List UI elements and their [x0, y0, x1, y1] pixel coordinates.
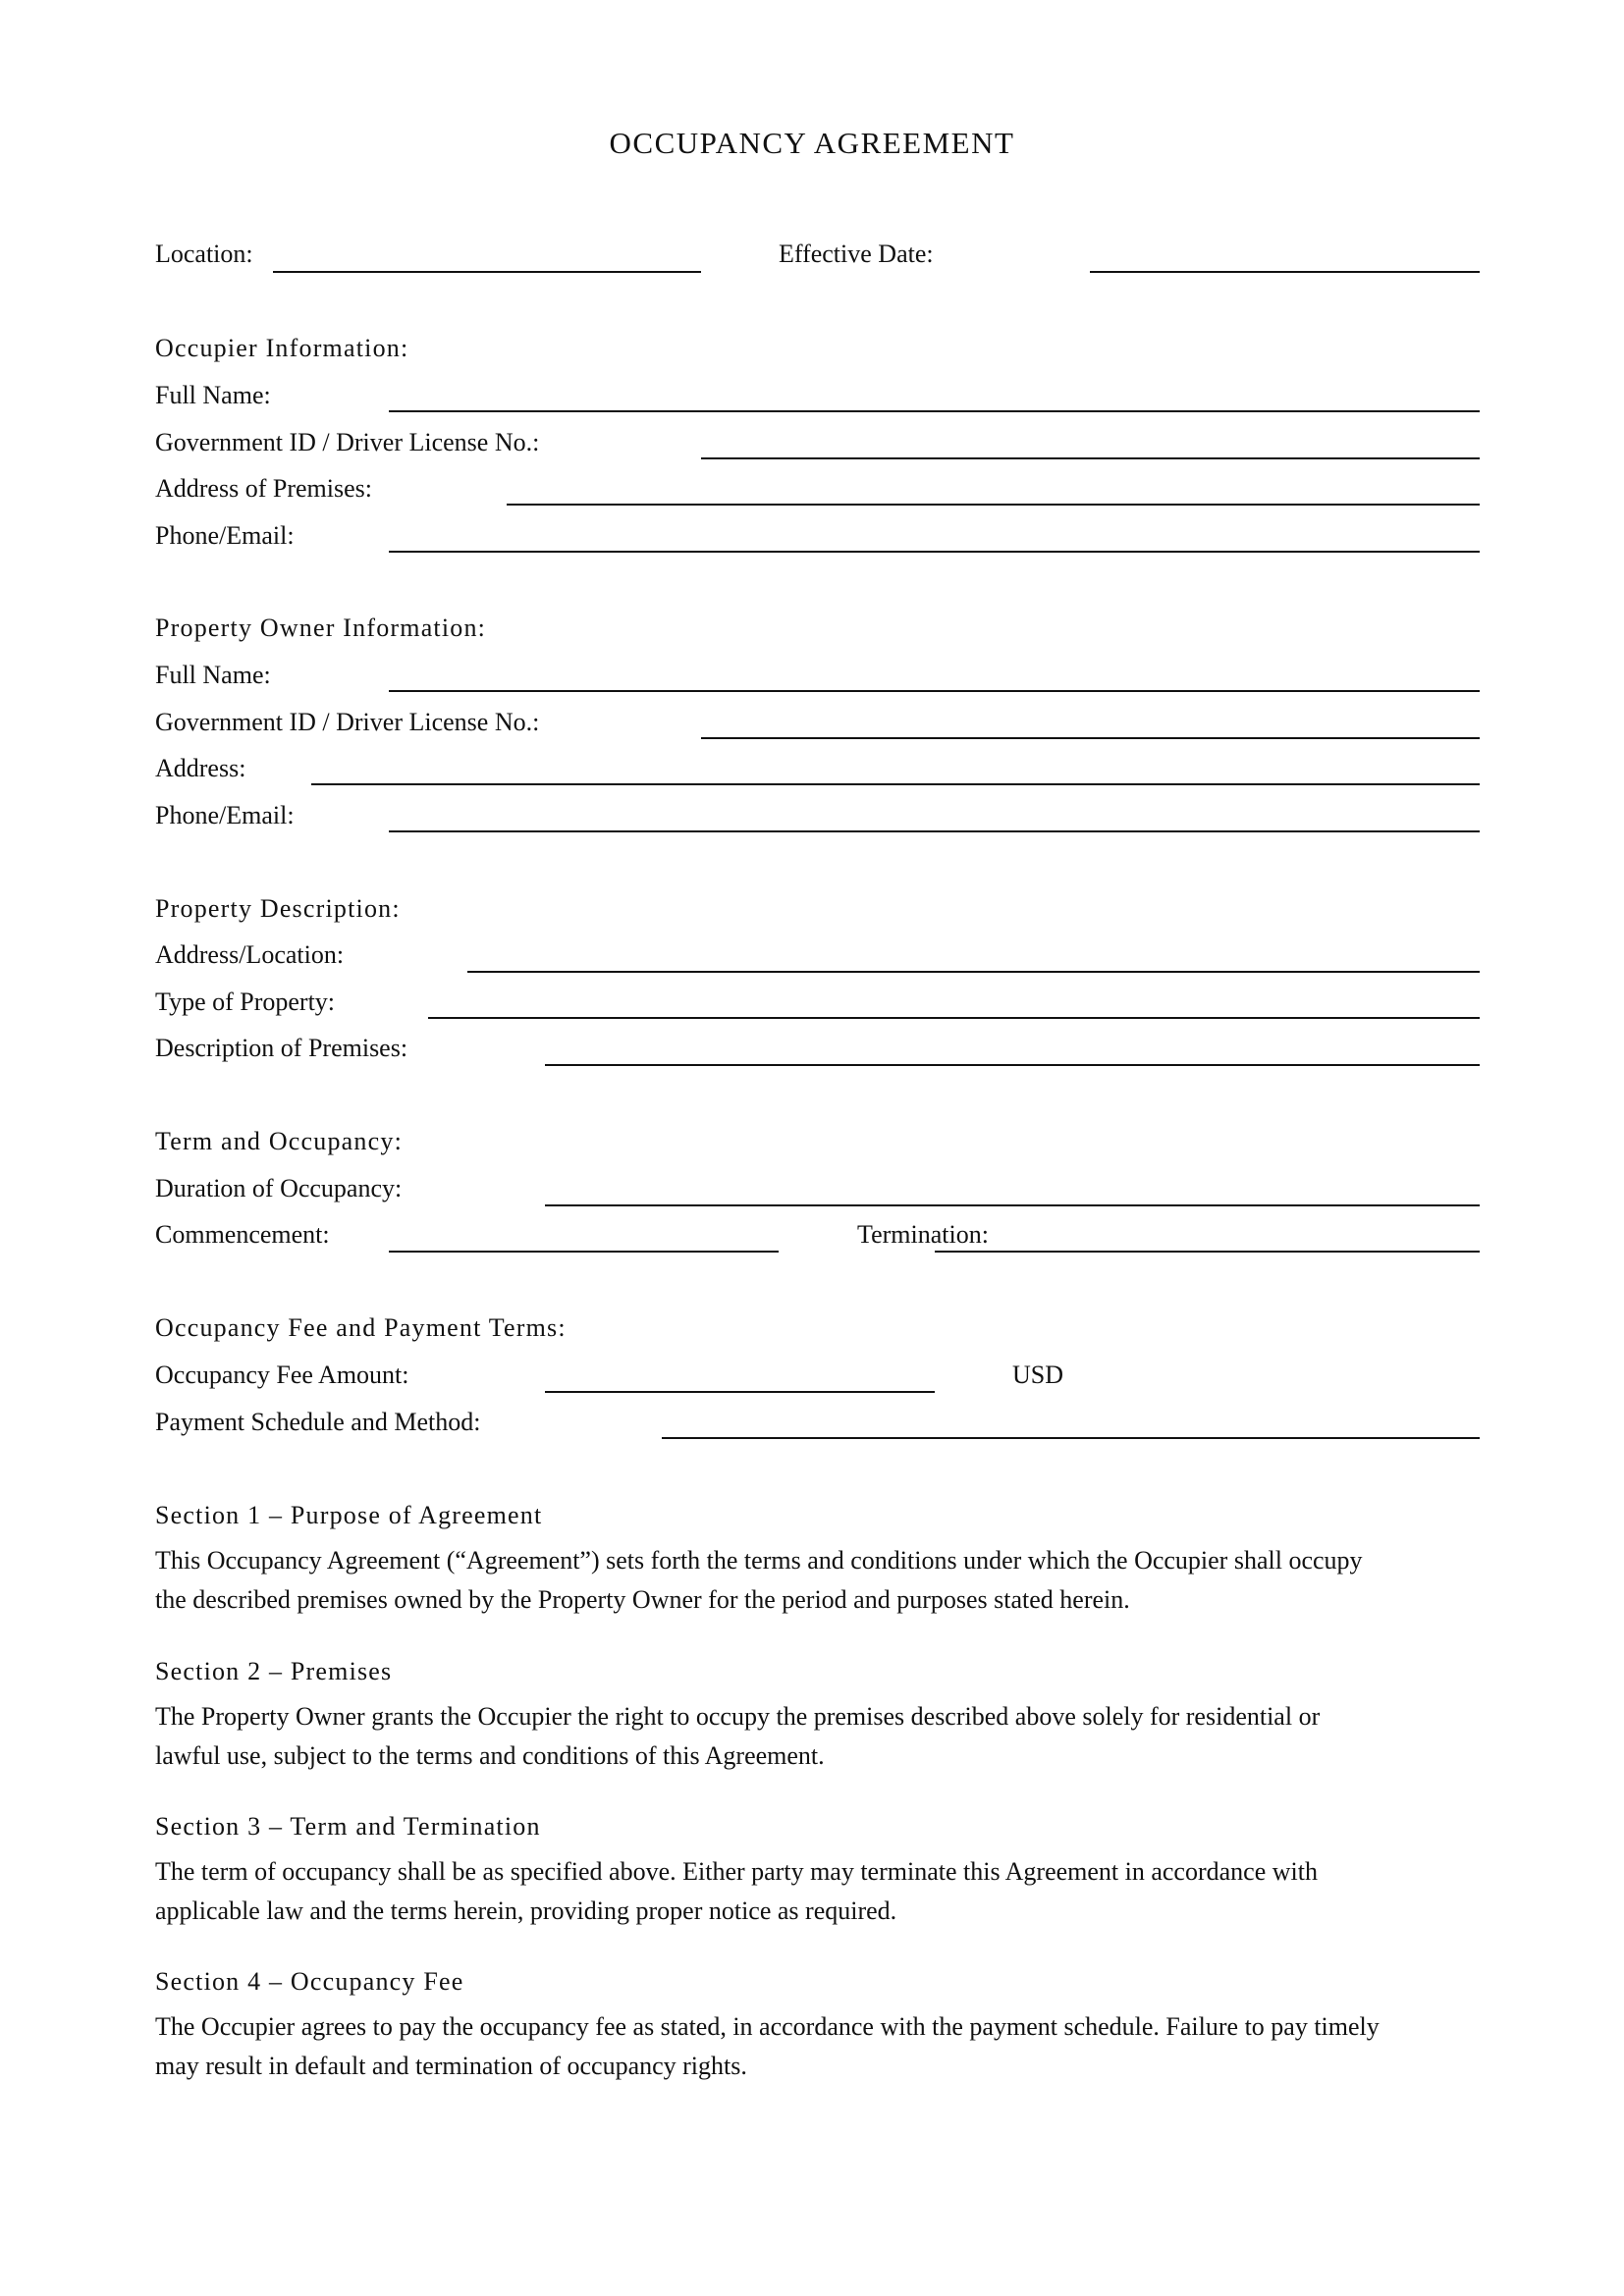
property-type-label: Type of Property: — [155, 988, 336, 1016]
owner-heading: Property Owner Information: — [155, 614, 487, 642]
occupier-phone-field[interactable] — [389, 551, 1480, 553]
section-3-heading: Section 3 – Term and Termination — [155, 1812, 541, 1841]
location-label: Location: — [155, 240, 253, 268]
fee-heading: Occupancy Fee and Payment Terms: — [155, 1313, 567, 1342]
owner-phone-label: Phone/Email: — [155, 801, 295, 829]
duration-label: Duration of Occupancy: — [155, 1174, 403, 1202]
effective-date-label: Effective Date: — [779, 240, 934, 268]
section-4-line-1: The Occupier agrees to pay the occupancy fee as stated, in accordance with the payment schedule. Failure to pay timely — [155, 2012, 1380, 2041]
owner-address-label: Address: — [155, 754, 246, 782]
section-2-body — [155, 1697, 1490, 1776]
occupier-heading: Occupier Information: — [155, 334, 409, 362]
occupier-phone-label: Phone/Email: — [155, 521, 295, 550]
document-title: OCCUPANCY AGREEMENT — [609, 126, 1015, 160]
owner-address-field[interactable] — [311, 783, 1480, 785]
termination-label: Termination: — [857, 1220, 989, 1249]
section-2-line-2: lawful use, subject to the terms and conditions of this Agreement. — [155, 1741, 825, 1770]
property-type-field[interactable] — [428, 1017, 1480, 1019]
section-3-line-2: applicable law and the terms herein, providing proper notice as required. — [155, 1896, 897, 1925]
occupier-address-field[interactable] — [507, 504, 1480, 506]
owner-full-name-field[interactable] — [389, 690, 1480, 692]
commencement-field[interactable] — [389, 1251, 779, 1253]
commencement-label: Commencement: — [155, 1220, 330, 1249]
payment-schedule-field[interactable] — [662, 1437, 1480, 1439]
section-3-body — [155, 1852, 1490, 1931]
term-heading: Term and Occupancy: — [155, 1127, 403, 1155]
property-description-label: Description of Premises: — [155, 1034, 408, 1062]
section-1-body — [155, 1541, 1490, 1620]
occupier-full-name-label: Full Name: — [155, 381, 271, 409]
fee-currency: USD — [1012, 1361, 1064, 1389]
section-4-line-2: may result in default and termination of occupancy rights. — [155, 2052, 747, 2080]
property-address-field[interactable] — [467, 971, 1480, 973]
section-4-body — [155, 2007, 1490, 2086]
fee-amount-field[interactable] — [545, 1391, 935, 1393]
section-3-line-1: The term of occupancy shall be as specified above. Either party may terminate this Agreement in accordance with — [155, 1857, 1318, 1886]
occupier-gov-id-label: Government ID / Driver License No.: — [155, 428, 540, 456]
fee-amount-label: Occupancy Fee Amount: — [155, 1361, 409, 1389]
owner-gov-id-field[interactable] — [701, 737, 1480, 739]
section-2-line-1: The Property Owner grants the Occupier the right to occupy the premises described above solely for residential or — [155, 1702, 1321, 1731]
property-description-field[interactable] — [545, 1064, 1480, 1066]
location-field[interactable] — [273, 271, 701, 273]
owner-full-name-label: Full Name: — [155, 661, 271, 689]
occupier-full-name-field[interactable] — [389, 410, 1480, 412]
effective-date-field[interactable] — [1090, 271, 1480, 273]
duration-field[interactable] — [545, 1204, 1480, 1206]
section-1-line-1: This Occupancy Agreement (“Agreement”) sets forth the terms and conditions under which the Occupier shall occupy — [155, 1546, 1363, 1575]
occupier-address-label: Address of Premises: — [155, 474, 372, 503]
occupier-gov-id-field[interactable] — [701, 457, 1480, 459]
section-2-heading: Section 2 – Premises — [155, 1657, 393, 1685]
payment-schedule-label: Payment Schedule and Method: — [155, 1408, 481, 1436]
property-heading: Property Description: — [155, 894, 401, 923]
property-address-label: Address/Location: — [155, 940, 345, 969]
section-1-line-2: the described premises owned by the Property Owner for the period and purposes stated herein. — [155, 1585, 1130, 1614]
section-4-heading: Section 4 – Occupancy Fee — [155, 1967, 464, 1996]
owner-gov-id-label: Government ID / Driver License No.: — [155, 708, 540, 736]
section-1-heading: Section 1 – Purpose of Agreement — [155, 1501, 543, 1529]
termination-field[interactable] — [935, 1251, 1480, 1253]
owner-phone-field[interactable] — [389, 830, 1480, 832]
